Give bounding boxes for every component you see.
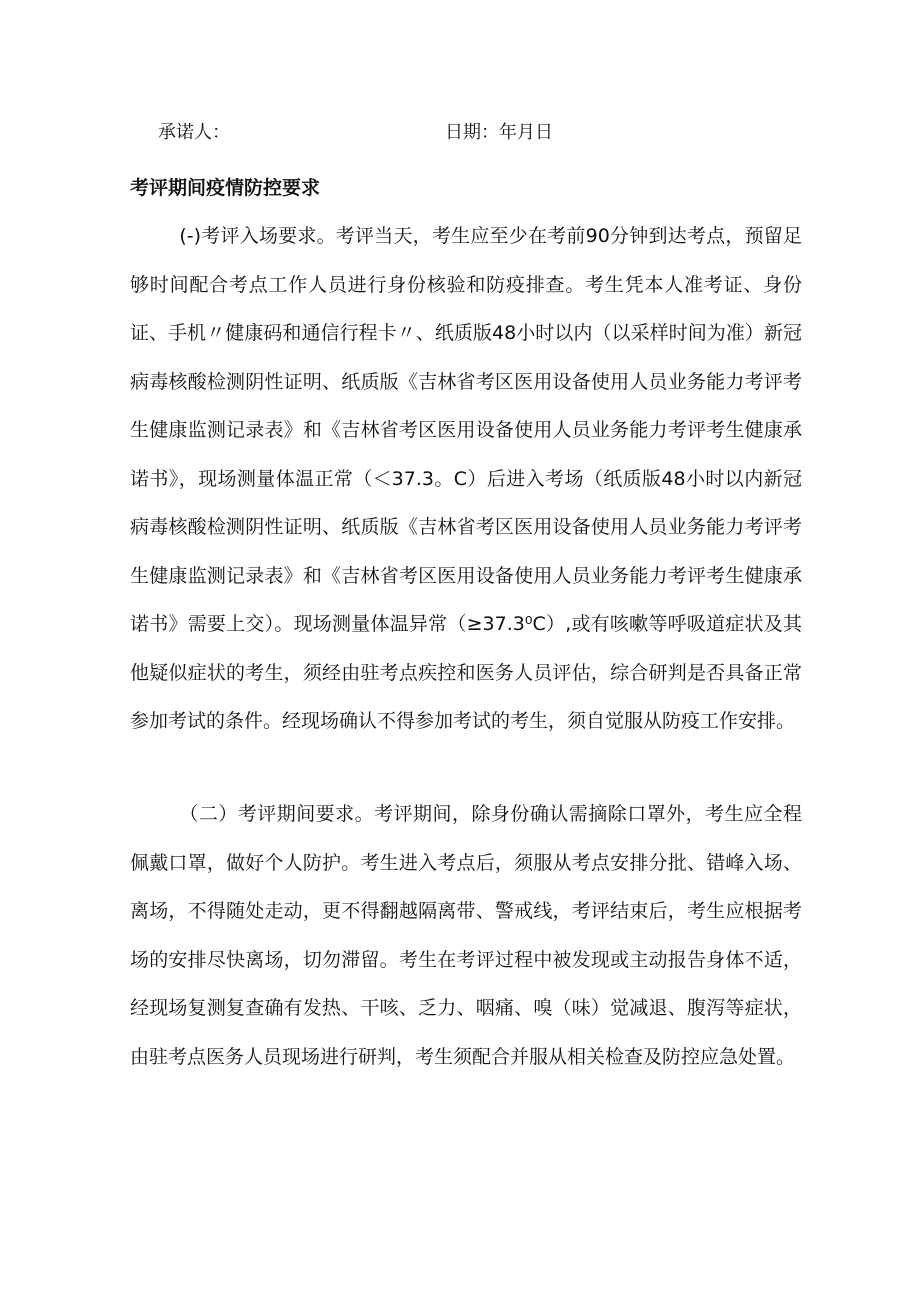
promisor-label: 承诺人： (158, 122, 230, 143)
date-label: 日期：年月日 (445, 122, 553, 143)
section-heading: 考评期间疫情防控要求 (130, 177, 321, 199)
paragraph-exam-period-requirements: （二）考评期间要求。考评期间，除身份确认需摘除口罩外，考生应全程佩戴口罩，做好个人防护。考生进入考点后，须服从考点安排分批、错峰入场、离场，不得随处走动，更不得翻越隔离带、警戒线，考评结束后，考生应根据考场的安排尽快离场，切勿滞留。考生在考评过程中被发现或主动报告身体不适，经现场复测复查确有发热、干咳、乏力、咽痛、嗅（味）觉减退、腹泻等症状，由驻考点医务人员现场进行研判，考生须配合并服从相关检查及防控应急处置。 (130, 803, 802, 1068)
paragraph-entry-requirements: (-)考评入场要求。考评当天，考生应至少在考前90分钟到达考点，预留足够时间配合考点工作人员进行身份核验和防疫排查。考生凭本人准考证、身份证、手机〃健康码和通信行程卡〃、纸质版48小时以内（以采样时间为准）新冠病毒核酸检测阴性证明、纸质版《吉林省考区医用设备使用人员业务能力考评考生健康监测记录表》和《吉林省考区医用设备使用人员业务能力考评考生健康承诺书》，现场测量体温正常（＜37.3。C）后进入考场（纸质版48小时以内新冠病毒核酸检测阴性证明、纸质版《吉林省考区医用设备使用人员业务能力考评考生健康监测记录表》和《吉林省考区医用设备使用人员业务能力考评考生健康承诺书》需要上交）。现场测量体温异常（≥37.3⁰C）,或有咳嗽等呼吸道症状及其他疑似症状的考生，须经由驻考点疾控和医务人员评估，综合研判是否具备正常参加考试的条件。经现场确认不得参加考试的考生，须自觉服从防疫工作安排。 (130, 225, 802, 732)
signature-row (0, 118, 920, 148)
